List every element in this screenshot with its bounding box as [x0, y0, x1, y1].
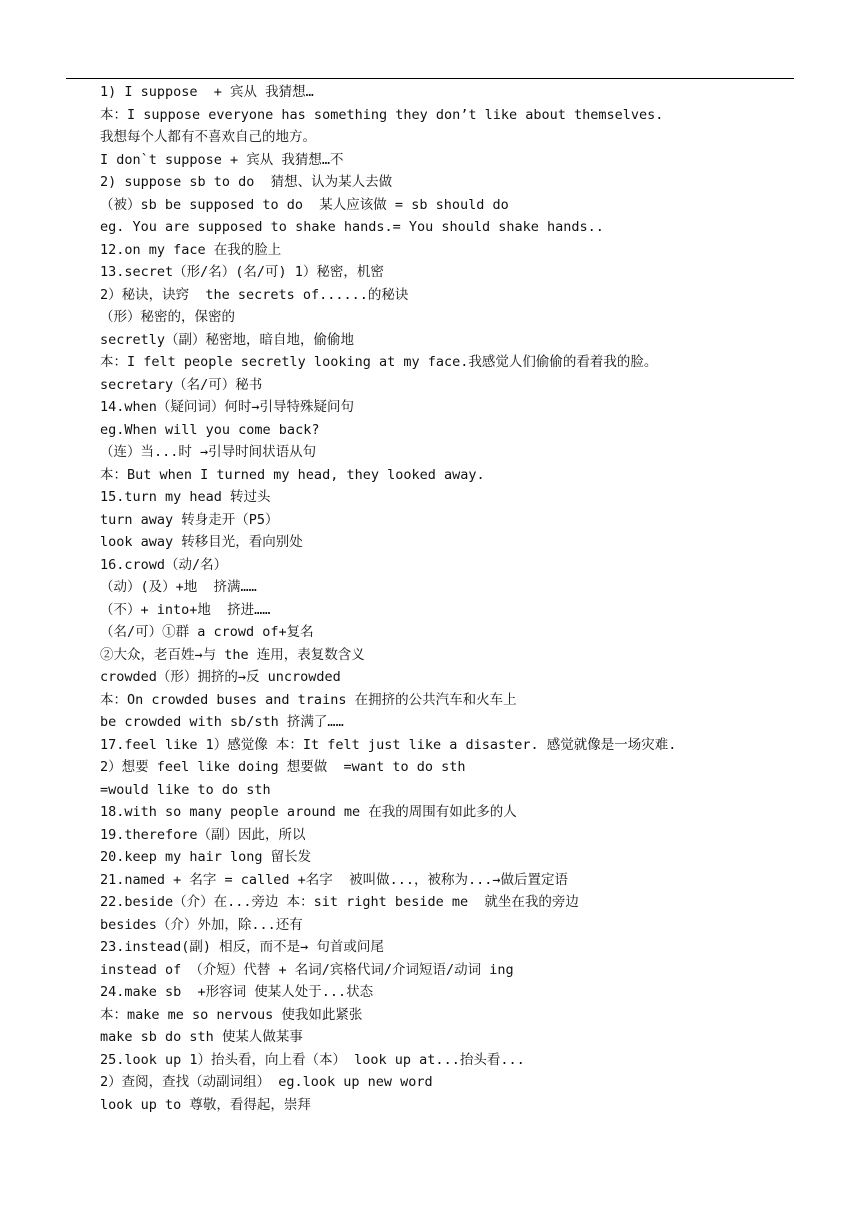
text-line: eg. You are supposed to shake hands.= You should shake hands.. — [100, 219, 604, 235]
text-line: 22.beside（介）在...旁边 本：sit right beside me 就坐在我的旁边 — [100, 894, 579, 910]
text-line: I don`t suppose + 宾从 我猜想…不 — [100, 151, 344, 168]
text-line: （连）当...时 →引导时间状语从句 — [100, 444, 317, 460]
text-line: make sb do sth 使某人做某事 — [100, 1029, 303, 1045]
text-line: secretly（副）秘密地，暗自地，偷偷地 — [100, 331, 355, 348]
text-line: 本：I felt people secretly looking at my face.我感觉人们偷偷的看着我的脸。 — [100, 354, 658, 370]
text-line: 14.when（疑问词）何时→引导特殊疑问句 — [100, 399, 355, 415]
text-line: =would like to do sth — [100, 781, 271, 798]
text-line: 17.feel like 1）感觉像 本：It felt just like a disaster. 感觉就像是一场灾难. — [100, 736, 677, 753]
text-line: eg.When will you come back? — [100, 421, 320, 438]
text-line: 16.crowd（动/名） — [100, 556, 228, 573]
text-line: 18.with so many people around me 在我的周围有如此多的人 — [100, 804, 517, 820]
text-line: 20.keep my hair long 留长发 — [100, 849, 312, 865]
text-line: besides（介）外加，除...还有 — [100, 916, 303, 933]
text-line: （形）秘密的，保密的 — [100, 309, 235, 325]
text-line: secretary（名/可）秘书 — [100, 376, 263, 393]
text-line: crowded（形）拥挤的→反 uncrowded — [100, 669, 341, 685]
text-line: turn away 转身走开（P5） — [100, 511, 279, 528]
text-line: instead of （介短）代替 + 名词/宾格代词/介词短语/动词 ing — [100, 961, 514, 978]
text-line: 2) suppose sb to do 猜想、认为某人去做 — [100, 174, 393, 190]
text-line: 15.turn my head 转过头 — [100, 489, 271, 505]
text-line: 本：But when I turned my head, they looked away. — [100, 466, 485, 483]
text-line: 2）秘诀，诀窍 the secrets of......的秘诀 — [100, 286, 409, 303]
text-line: 23.instead(副) 相反，而不是→ 句首或问尾 — [100, 939, 384, 955]
text-line: look up to 尊敬，看得起，崇拜 — [100, 1096, 311, 1113]
text-line: 13.secret（形/名）(名/可) 1）秘密，机密 — [100, 264, 384, 280]
text-line: （动）(及）+地 挤满…… — [100, 579, 257, 595]
text-line: 24.make sb +形容词 使某人处于...状态 — [100, 984, 374, 1000]
header-rule — [66, 78, 794, 79]
text-line: 12.on my face 在我的脸上 — [100, 241, 282, 258]
text-line: 19.therefore（副）因此，所以 — [100, 826, 306, 843]
text-line: 本：On crowded buses and trains 在拥挤的公共汽车和火车上 — [100, 691, 517, 708]
text-line: （不）+ into+地 挤进…… — [100, 601, 271, 618]
text-line: 25.look up 1）抬头看，向上看（本） look up at...抬头看... — [100, 1051, 525, 1068]
text-line: 21.named + 名字 = called +名字 被叫做...，被称为...→做后置定语 — [100, 871, 568, 888]
text-line: （名/可）①群 a crowd of+复名 — [100, 624, 314, 640]
text-line: （被）sb be supposed to do 某人应该做 = sb should do — [100, 196, 509, 213]
text-line: 2）查阅，查找（动副词组） eg.look up new word — [100, 1074, 433, 1090]
text-line: 本：make me so nervous 使我如此紧张 — [100, 1006, 363, 1023]
text-line: ②大众，老百姓→与 the 连用，表复数含义 — [100, 646, 365, 663]
document-body — [100, 81, 800, 1116]
text-line: look away 转移目光，看向别处 — [100, 534, 303, 550]
text-line: be crowded with sb/sth 挤满了…… — [100, 714, 344, 730]
text-line: 本：I suppose everyone has something they don’t like about themselves. — [100, 106, 664, 123]
text-line: 我想每个人都有不喜欢自己的地方。 — [100, 129, 316, 145]
text-line: 1) I suppose + 宾从 我猜想… — [100, 84, 314, 100]
text-line: 2）想要 feel like doing 想要做 =want to do sth — [100, 759, 466, 775]
